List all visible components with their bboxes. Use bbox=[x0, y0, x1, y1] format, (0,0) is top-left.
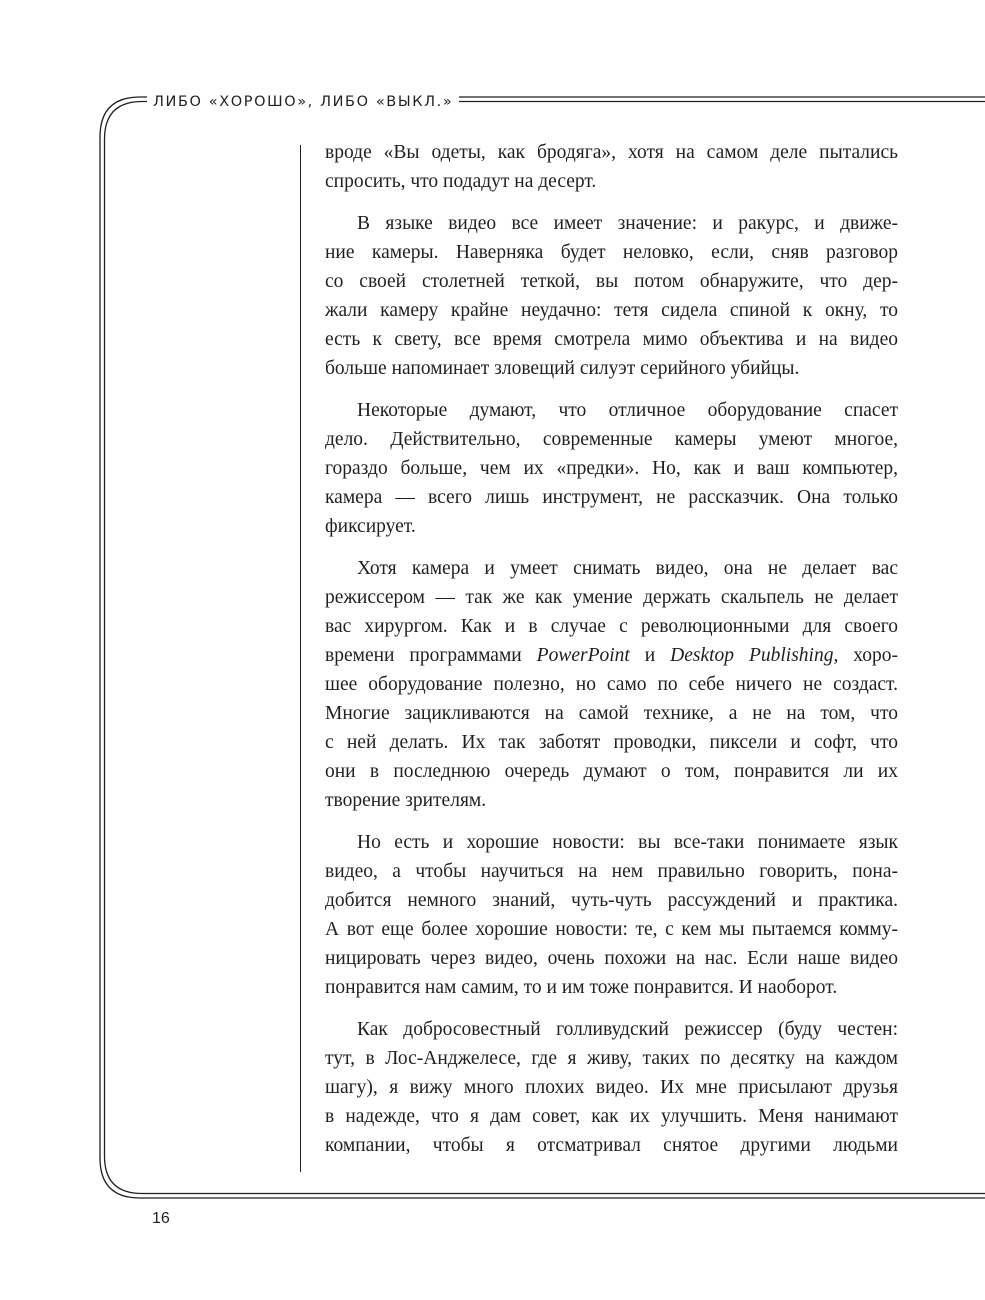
text-line: в надежде, что я дам совет, как их улучшить. Меня нанимают bbox=[325, 1106, 898, 1127]
text-line: со своей столетней теткой, вы потом обнаружите, что дер- bbox=[325, 271, 898, 292]
text-line: есть к свету, все время смотрела мимо объектива и на видео bbox=[325, 329, 898, 350]
text-line: тут, в Лос-Анджелесе, где я живу, таких по десятку на каждом bbox=[325, 1048, 898, 1069]
text-line: с ней делать. Их так заботят проводки, пиксели и софт, что bbox=[325, 732, 898, 753]
text-line bbox=[325, 641, 898, 670]
text-line: гораздо больше, чем их «предки». Но, как и ваш компьютер, bbox=[325, 458, 898, 479]
text-line: Как добросовестный голливудский режиссер (буду честен: bbox=[357, 1019, 898, 1040]
text-line: В языке видео все имеет значение: и ракурс, и движе- bbox=[357, 213, 898, 234]
text-line: ницировать через видео, очень похожи на нас. Если наше видео bbox=[325, 948, 898, 969]
text-line: творение зрителям. bbox=[325, 790, 487, 811]
italic-term: PowerPoint bbox=[536, 645, 630, 666]
text-line: дело. Действительно, современные камеры умеют многое, bbox=[325, 429, 898, 450]
text-line: ние камеры. Наверняка будет неловко, если, сняв разговор bbox=[325, 242, 898, 263]
text-line: добится немного знаний, чуть-чуть рассуждений и практика. bbox=[325, 890, 898, 911]
paragraph bbox=[325, 554, 898, 815]
text-line: спросить, что подадут на десерт. bbox=[325, 171, 597, 192]
text-line: камера — всего лишь инструмент, не рассказчик. Она только bbox=[325, 487, 898, 508]
text-line: шагу), я вижу много плохих видео. Их мне присылают друзья bbox=[325, 1077, 898, 1098]
text-segment: хоро- bbox=[838, 645, 899, 666]
text-segment: времени программами bbox=[325, 645, 537, 666]
text-segment: и bbox=[629, 645, 671, 666]
page-number: 16 bbox=[152, 1210, 170, 1227]
paragraph bbox=[325, 138, 898, 196]
text-line: Но есть и хорошие новости: вы все-таки понимаете язык bbox=[357, 832, 898, 853]
text-line: А вот еще более хорошие новости: те, с кем мы пытаемся комму- bbox=[325, 919, 898, 940]
text-line: жали камеру крайне неудачно: тетя сидела спиной к окну, то bbox=[325, 300, 898, 321]
text-line: понравится нам самим, то и им тоже понравится. И наоборот. bbox=[325, 977, 838, 998]
margin-rule bbox=[300, 145, 301, 1172]
text-line: Хотя камера и умеет снимать видео, она не делает вас bbox=[357, 558, 898, 579]
body-text bbox=[325, 138, 898, 1160]
text-line: режиссером — так же как умение держать скальпель не делает bbox=[325, 587, 898, 608]
text-line: Многие зацикливаются на самой технике, а не на том, что bbox=[325, 703, 898, 724]
running-head: ЛИБО «ХОРОШО», ЛИБО «ВЫКЛ.» bbox=[147, 91, 459, 113]
paragraph bbox=[325, 209, 898, 383]
text-line: вас хирургом. Как и в случае с революционными для своего bbox=[325, 616, 898, 637]
text-line: видео, а чтобы научиться на нем правильно говорить, пона- bbox=[325, 861, 898, 882]
text-line: больше напоминает зловещий силуэт серийного убийцы. bbox=[325, 358, 800, 379]
paragraph bbox=[325, 1015, 898, 1160]
text-line: компании, чтобы я отсматривал снятое другими людьми bbox=[325, 1135, 898, 1156]
text-line: фиксирует. bbox=[325, 516, 416, 537]
text-line: вроде «Вы одеты, как бродяга», хотя на самом деле пытались bbox=[325, 142, 898, 163]
italic-term: Desktop Publishing, bbox=[670, 645, 839, 666]
paragraph bbox=[325, 396, 898, 541]
text-line: шее оборудование полезно, но само по себе ничего не создаст. bbox=[325, 674, 898, 695]
paragraph bbox=[325, 828, 898, 1002]
text-line: они в последнюю очередь думают о том, понравится ли их bbox=[325, 761, 898, 782]
text-line: Некоторые думают, что отличное оборудование спасет bbox=[357, 400, 898, 421]
